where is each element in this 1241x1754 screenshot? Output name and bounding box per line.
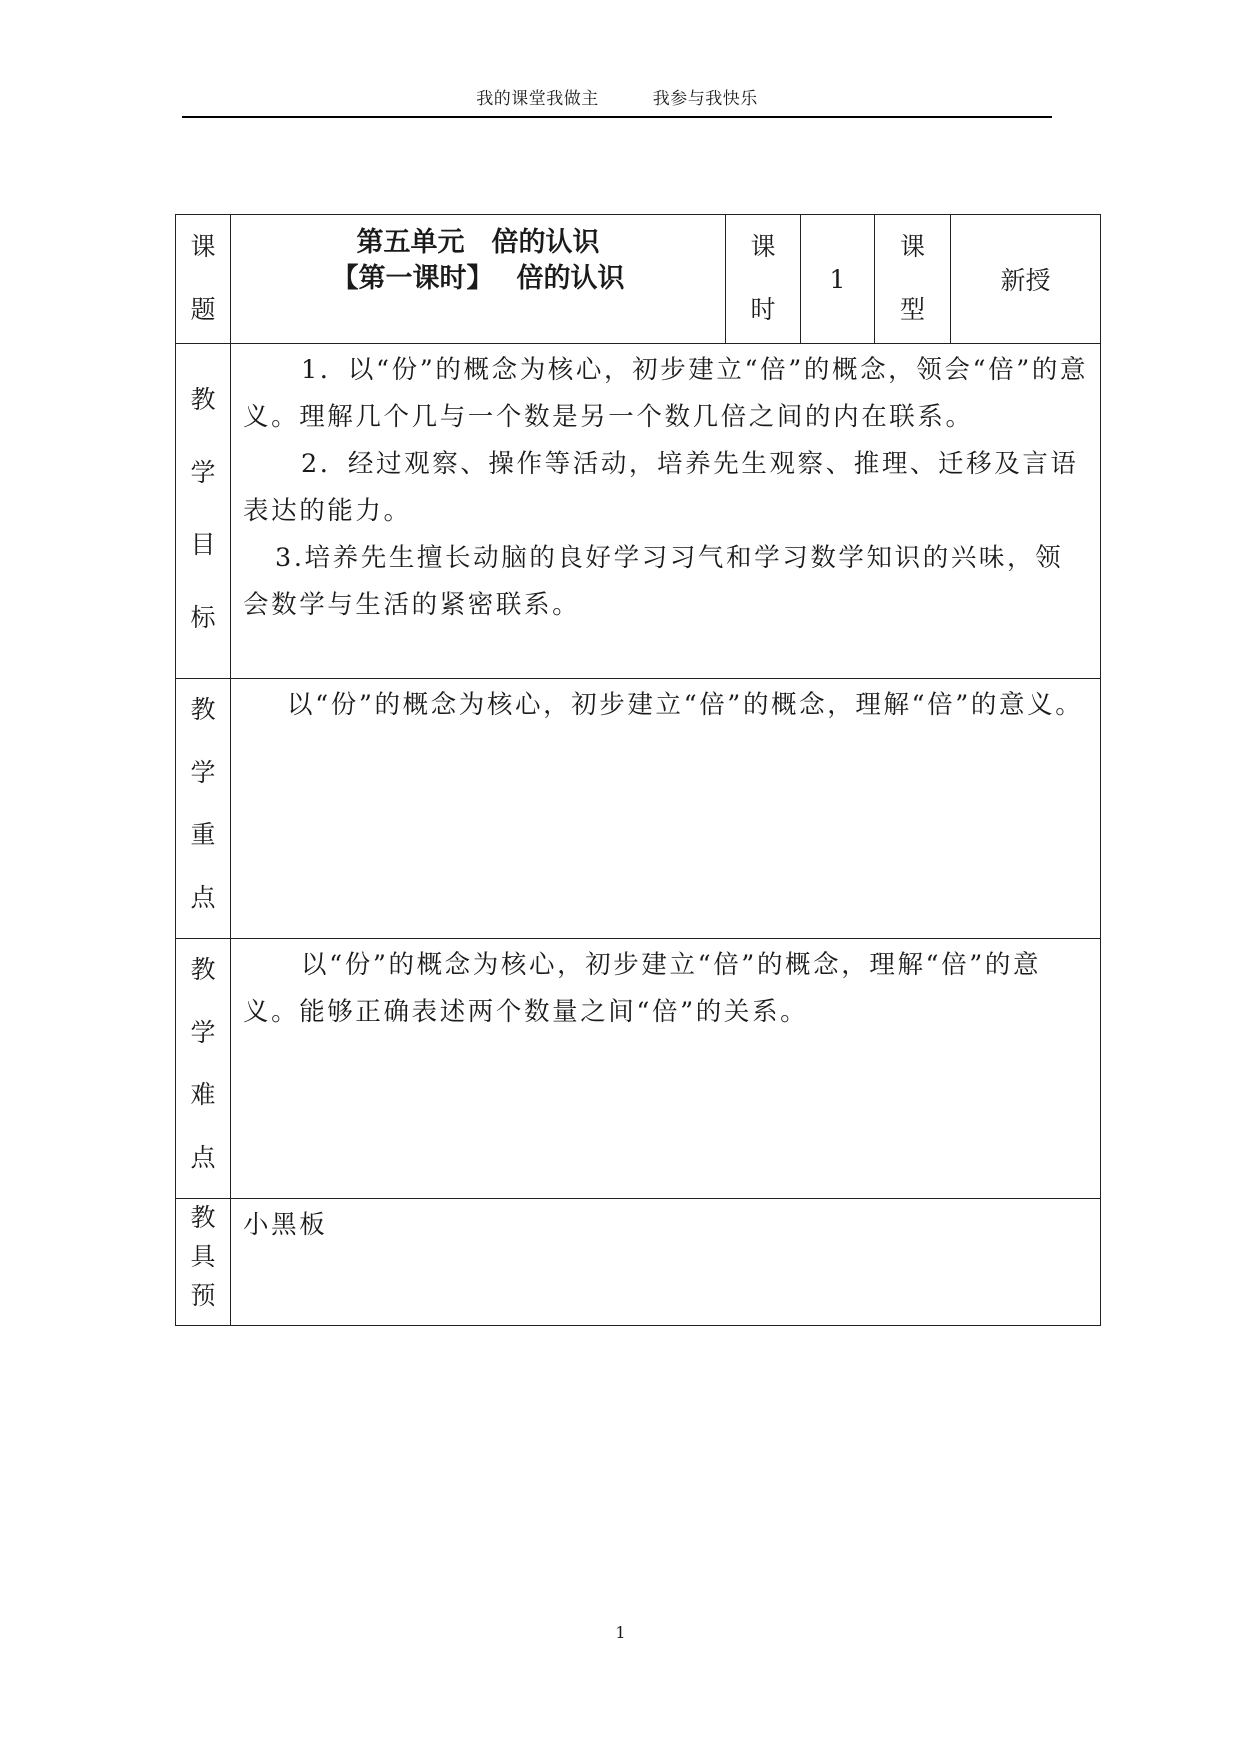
key-points-content [231,679,1101,939]
key-points-label-cell: 教 学 重 点 [176,679,231,939]
objectives-content [231,344,1101,679]
tools-text: 小黑板 [243,1210,328,1240]
key-points-text: 以“份”的概念为核心，初步建立“倍”的概念，理解“倍”的意义。 [287,690,1084,720]
tools-row [176,1199,1101,1326]
key-points-row [176,679,1101,939]
type-label-cell: 课 型 [875,215,951,344]
hours-value: 1 [801,215,875,344]
header-right-text: 我参与我快乐 [652,89,758,109]
title-label-cell: 课 题 [176,215,231,344]
difficulties-content [231,939,1101,1199]
difficulties-label-cell: 教 学 难 点 [176,939,231,1199]
objective-item: 3.培养先生擅长动脑的良好学习习气和学习数学知识的兴味，领会数学与生活的紧密联系。 [243,543,1064,620]
type-value: 新授 [951,215,1101,344]
tools-label-cell: 教 具 预 [176,1199,231,1326]
objective-item: 2．经过观察、操作等活动，培养先生观察、推理、迁移及言语表达的能力。 [243,449,1079,526]
lesson-title-line-2: 【第一课时】 倍的认识 [331,263,625,294]
difficulties-text: 以“份”的概念为核心，初步建立“倍”的概念，理解“倍”的意义。能够正确表述两个数量之间“倍”的关系。 [243,950,1042,1027]
header-left-text: 我的课堂我做主 [476,89,599,109]
lesson-title-line-1: 第五单元 倍的认识 [356,227,600,258]
objectives-row [176,344,1101,679]
page-header [182,84,1052,118]
page-number: 1 [615,1623,626,1642]
objectives-label-cell: 教 学 目 标 [176,344,231,679]
hours-label-cell: 课 时 [726,215,801,344]
tools-content [231,1199,1101,1326]
objective-item: 1．以“份”的概念为核心，初步建立“倍”的概念，领会“倍”的意义。理解几个几与一个数是另一个数几倍之间的内在联系。 [243,355,1089,432]
lesson-title [231,215,726,344]
title-row [176,215,1101,344]
difficulties-row [176,939,1101,1199]
lesson-plan-table [175,214,1101,1326]
